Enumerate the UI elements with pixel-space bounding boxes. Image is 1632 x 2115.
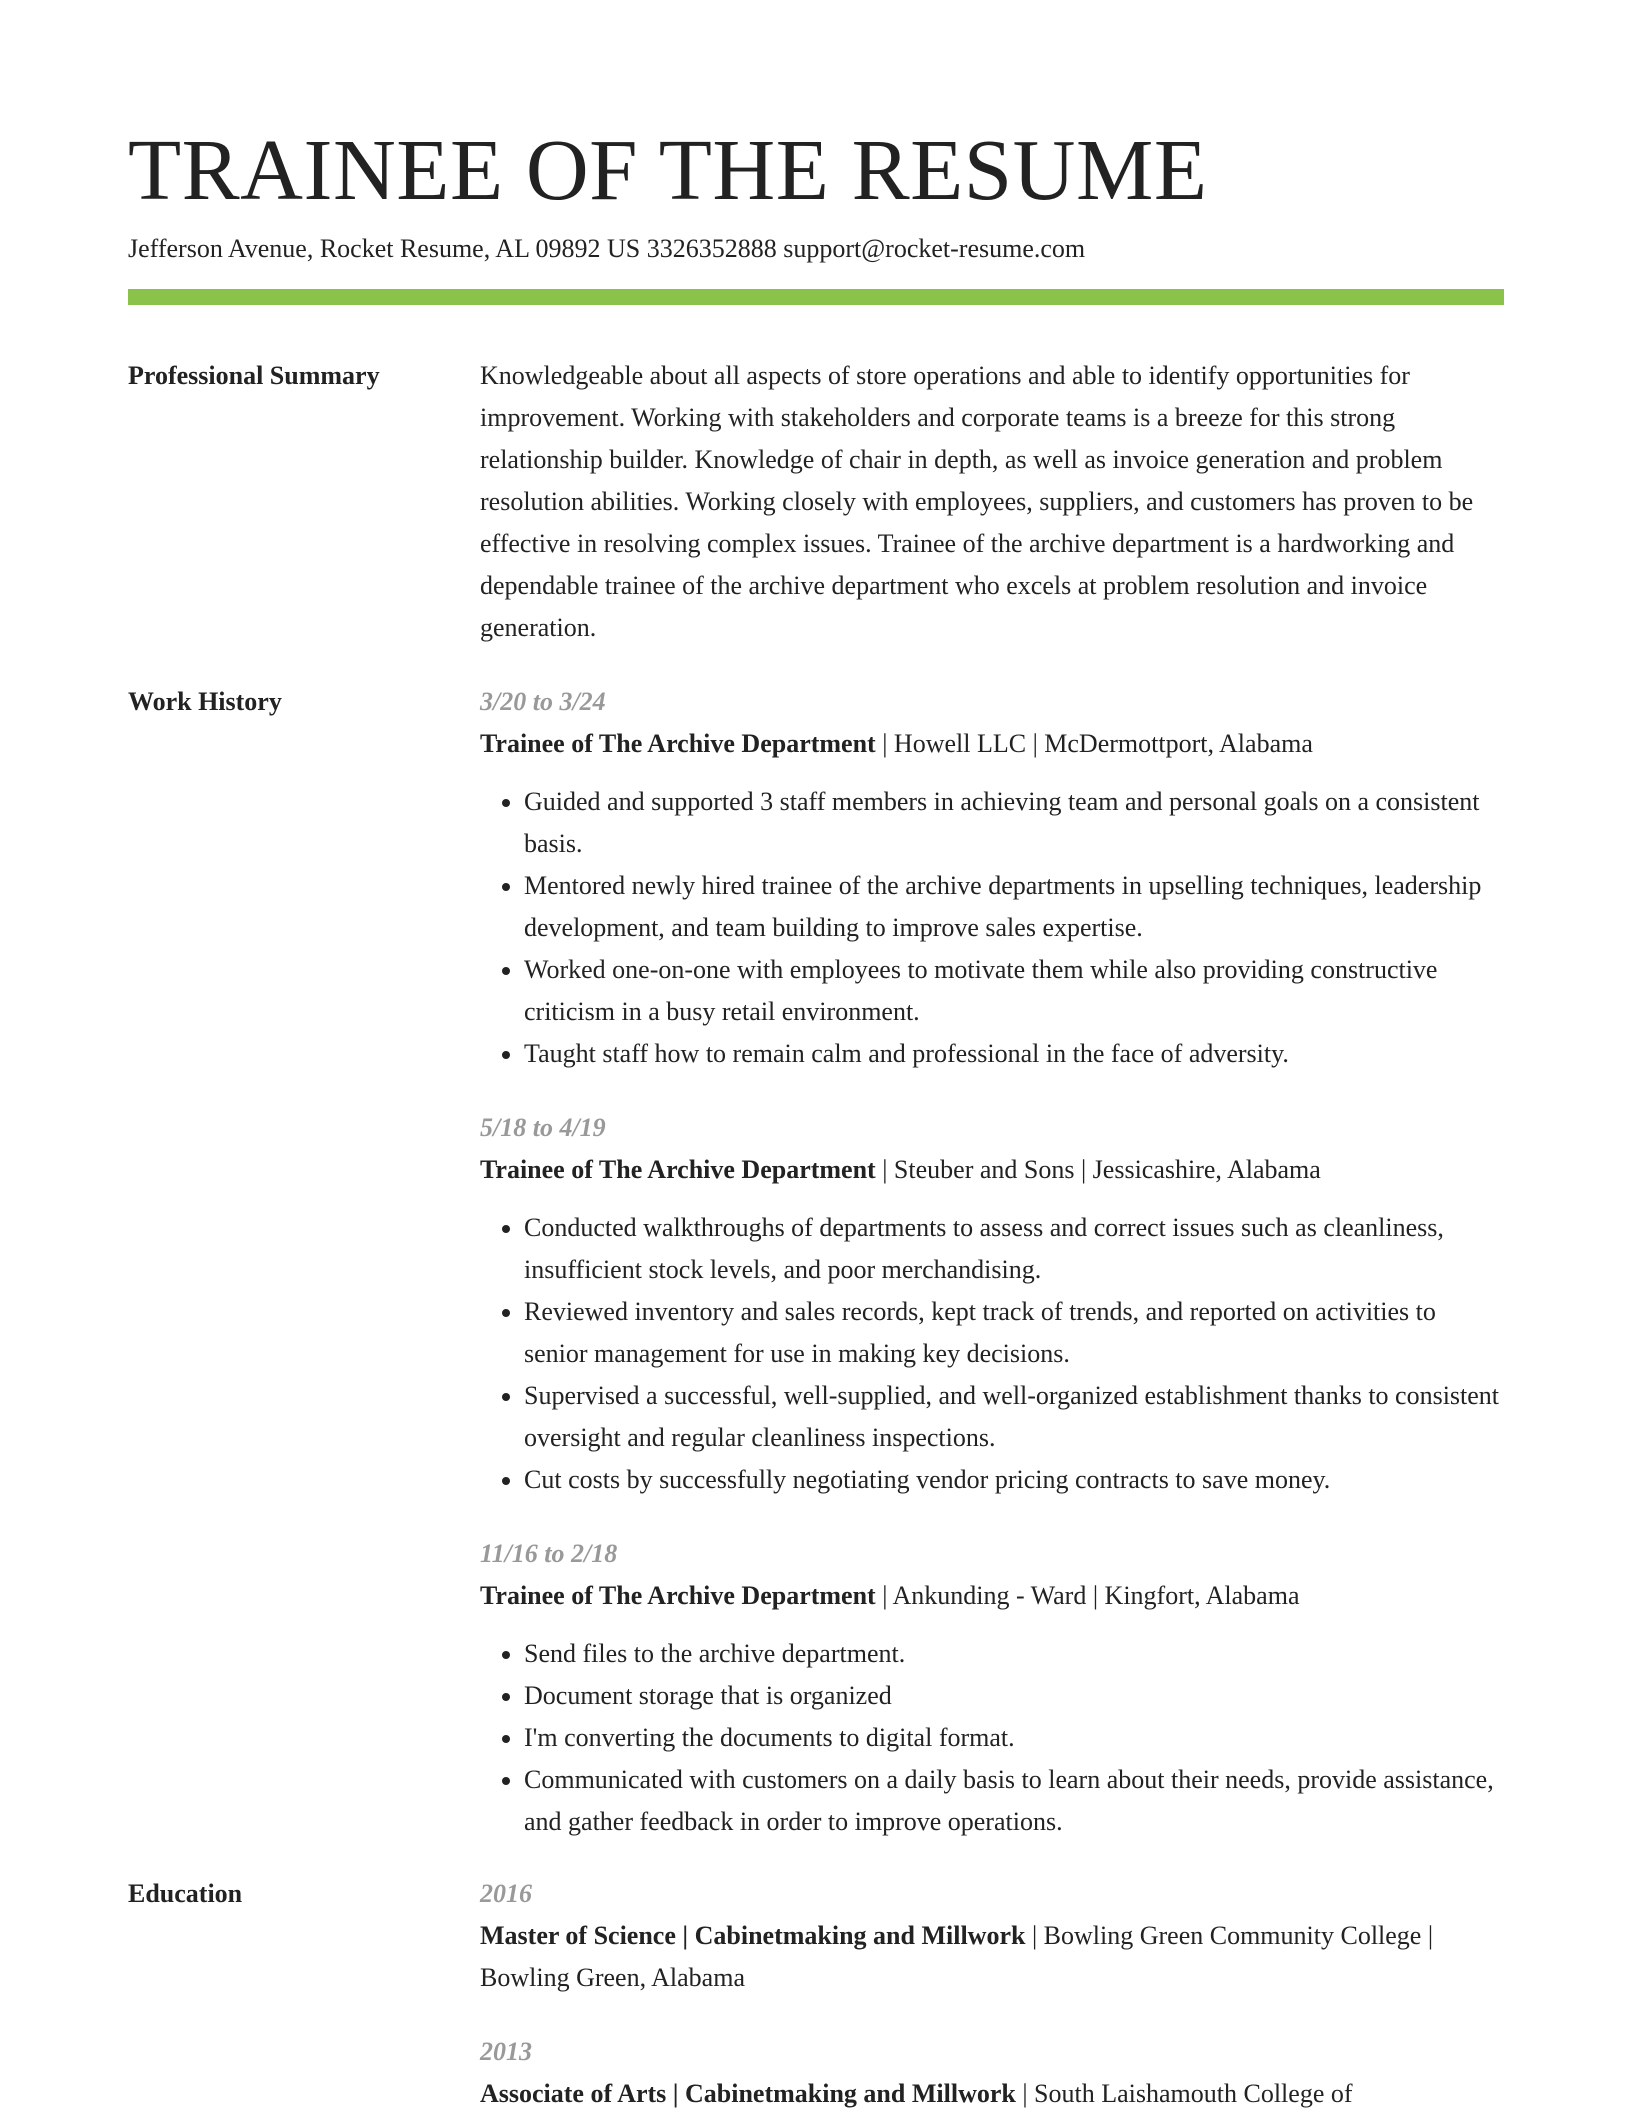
education-heading: Education [128,1879,243,1908]
job-bullet: • Communicated with customers on a daily basis to learn about their needs, provide assistance, and gather feedback in order to improve operations. [524,1759,1504,1843]
education-year: 2016 [480,1879,532,1908]
job-heading [480,1149,1504,1191]
job-bullets [480,1633,1504,1843]
job-heading [480,723,1504,765]
education-degree: Master of Science | Cabinetmaking and Millwork [480,1921,1026,1950]
job-heading [480,1575,1504,1617]
job-entry [480,1533,1504,1843]
summary-section [128,355,1504,649]
education-entry [480,1873,1504,1999]
job-dates: 11/16 to 2/18 [480,1539,618,1568]
work-history-section [128,681,1504,1843]
education-entry [480,2031,1504,2115]
job-bullet: • Cut costs by successfully negotiating vendor pricing contracts to save money. [524,1459,1504,1501]
job-bullet: • Conducted walkthroughs of departments to assess and correct issues such as cleanliness, insufficient stock levels, and poor merchandising. [524,1207,1504,1291]
contact-line: Jefferson Avenue, Rocket Resume, AL 09892 US 3326352888 support@rocket-resume.com [128,234,1086,263]
job-bullet: • Worked one-on-one with employees to motivate them while also providing constructive criticism in a busy retail environment. [524,949,1504,1033]
header-divider [128,289,1504,305]
summary-text: Knowledgeable about all aspects of store operations and able to identify opportunities for improvement. Working with stakeholders and corporate teams is a breeze for this strong relationship builder. Knowledge of chair in depth, as well as invoice generation and problem resolution abilities. Working closely with employees, suppliers, and customers has proven to be effective in resolving complex issues. Trainee of the archive department is a hardworking and dependable trainee of the archive department who excels at problem resolution and invoice generation. [480,361,1474,642]
job-title: Trainee of The Archive Department [480,1581,876,1610]
job-bullet: • Guided and supported 3 staff members in achieving team and personal goals on a consistent basis. [524,781,1504,865]
education-year: 2013 [480,2037,532,2066]
work-history-list [480,681,1504,1843]
job-bullet: • Send files to the archive department. [524,1633,1504,1675]
job-title: Trainee of The Archive Department [480,1155,876,1184]
job-bullets [480,1207,1504,1501]
job-dates: 3/20 to 3/24 [480,687,606,716]
education-degree: Associate of Arts | Cabinetmaking and Millwork [480,2079,1016,2108]
education-school-location: | Bowling Green Community College | Bowling Green, Alabama [480,1921,1434,1992]
education-school-location: | South Laishamouth College of [1015,2079,1353,2108]
education-heading-line [480,1915,1504,1999]
job-bullet: • Supervised a successful, well-supplied, and well-organized establishment thanks to consistent oversight and regular cleanliness inspections. [524,1375,1504,1459]
education-list [480,1873,1504,2115]
job-bullet: • Mentored newly hired trainee of the archive departments in upselling techniques, leadership development, and team building to improve sales expertise. [524,865,1504,949]
job-employer-location: | Steuber and Sons | Jessicashire, Alabama [875,1155,1321,1184]
job-bullet: • Taught staff how to remain calm and professional in the face of adversity. [524,1033,1504,1075]
work-history-heading: Work History [128,687,282,716]
education-section [128,1873,1504,2115]
job-employer-location: | Howell LLC | McDermottport, Alabama [875,729,1313,758]
job-bullets [480,781,1504,1075]
job-bullet: • I'm converting the documents to digital format. [524,1717,1504,1759]
summary-heading: Professional Summary [128,361,380,390]
job-title: Trainee of The Archive Department [480,729,876,758]
education-heading-line [480,2073,1504,2115]
resume-page [128,118,1504,2115]
resume-name-heading: TRAINEE OF THE RESUME [128,121,1208,218]
job-entry [480,681,1504,1075]
job-bullet: • Reviewed inventory and sales records, kept track of trends, and reported on activities to senior management for use in making key decisions. [524,1291,1504,1375]
job-bullet: • Document storage that is organized [524,1675,1504,1717]
job-entry [480,1107,1504,1501]
job-dates: 5/18 to 4/19 [480,1113,606,1142]
job-employer-location: | Ankunding - Ward | Kingfort, Alabama [875,1581,1300,1610]
